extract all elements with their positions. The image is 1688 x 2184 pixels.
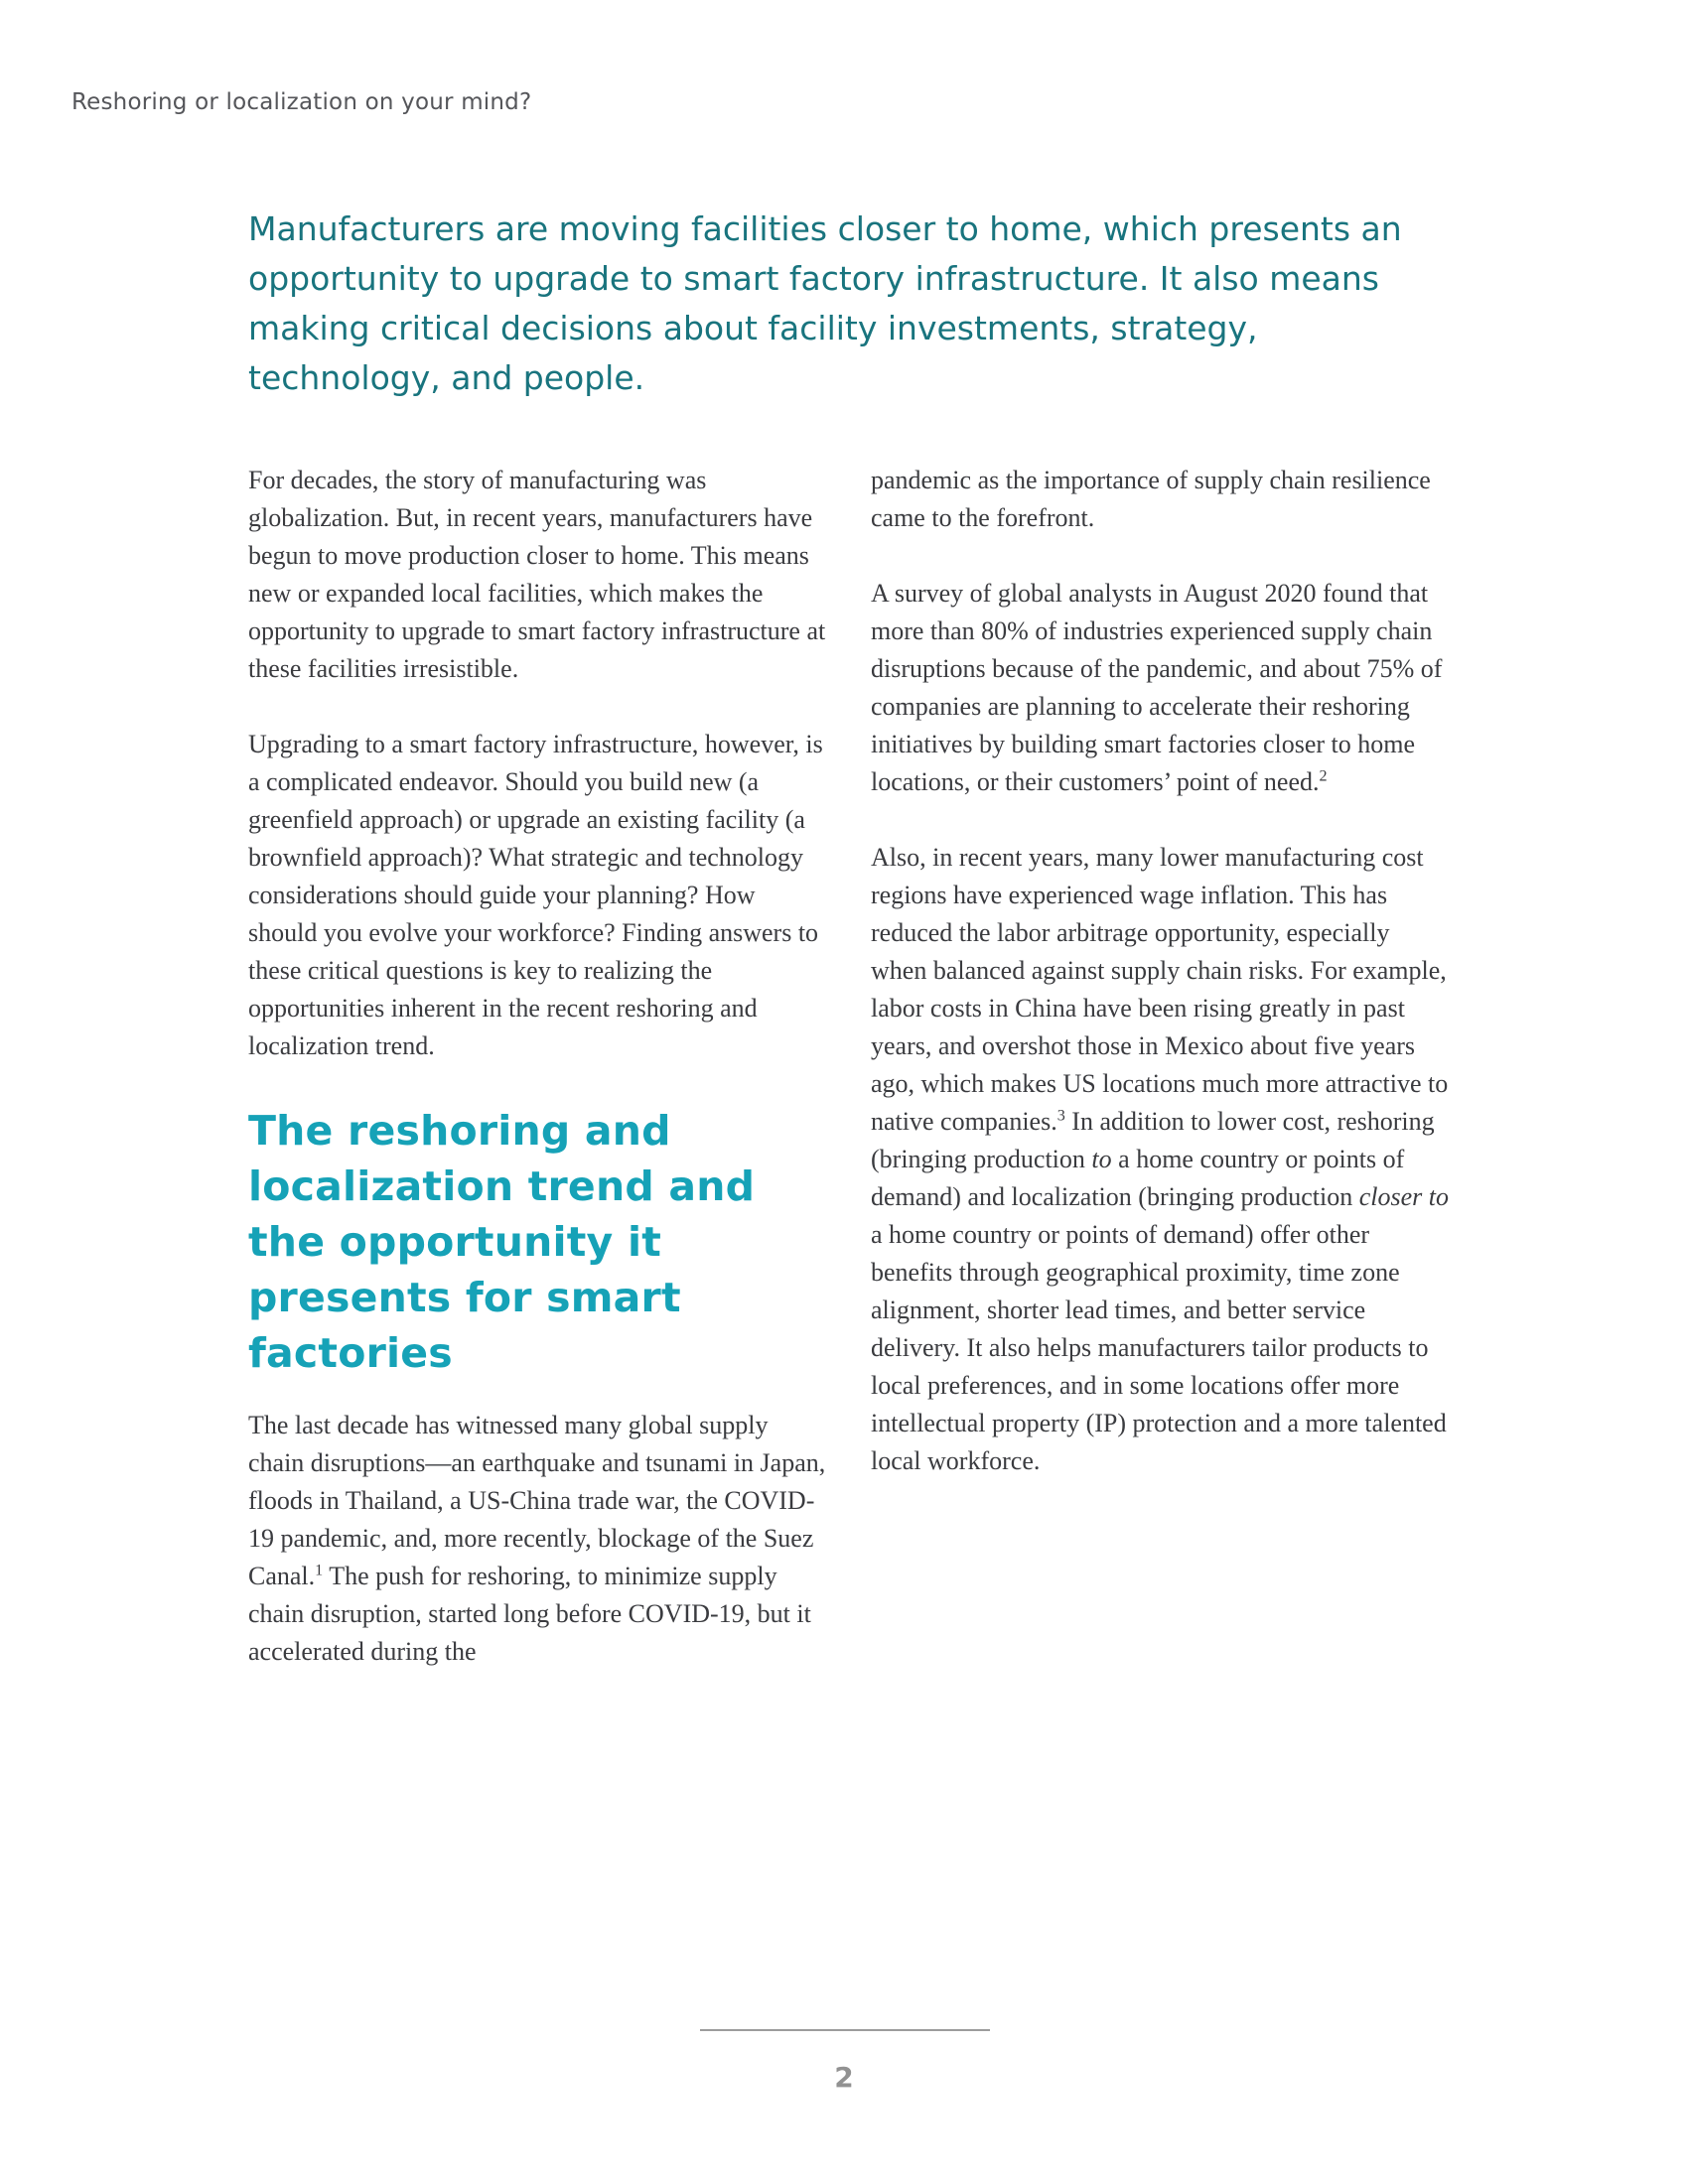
paragraph-left-2: Upgrading to a smart factory infrastructure, however, is a complicated endeavor. Should you build new (a greenfield approach) or upgrade an existing facility (a brownfield approach)? What strategic and technology considerations should guide your planning? How should you evolve your workforce? Finding answers to these critical questions is key to realizing the opportunities inherent in the recent reshoring and localization trend. <box>248 730 823 1060</box>
paragraph-right-3: Also, in recent years, many lower manufacturing cost regions have experienced wage inflation. This has reduced the labor arbitrage opportunity, especially when balanced against supply chain risks. For example, labor costs in China have been rising greatly in past years, and overshot those in Mexico about five years ago, which makes US locations much more attractive to native companies.$^3$ In addition to lower cost, reshoring (bringing production to a home country or points of demand) and localization (bringing production closer to a home country or points of demand) offer other benefits through geographical proximity, time zone alignment, shorter lead times, and better service delivery. It also helps manufacturers tailor products to local preferences, and in some locations offer more intellectual property (IP) protection and a more talented local workforce. <box>871 843 1449 1475</box>
paragraph-right-2: A survey of global analysts in August 2020 found that more than 80% of industries experienced supply chain disruptions because of the pandemic, and about 75% of companies are planning to accelerate their reshoring initiatives by building smart factories closer to home locations, or their customers’ point of need.$^2$ <box>871 579 1443 796</box>
section-heading: The reshoring and localization trend and the opportunity it presents for smart factories <box>248 1107 756 1377</box>
paragraph-left-3: The last decade has witnessed many global supply chain disruptions—an earthquake and tsunami in Japan, floods in Thailand, a US-China trade war, the COVID-19 pandemic, and, more recently, blockage of the Suez Canal.$^1$ The push for reshoring, to minimize supply chain disruption, started long before COVID-19, but it accelerated during the <box>248 1411 826 1666</box>
left-column <box>248 462 829 1708</box>
page-number: 2 <box>834 2061 854 2094</box>
paragraph-left-1: For decades, the story of manufacturing was globalization. But, in recent years, manufacturers have begun to move production closer to home. This means new or expanded local facilities, which makes the opportunity to upgrade to smart factory infrastructure at these facilities irresistible. <box>248 466 826 683</box>
footer-divider <box>700 2029 990 2031</box>
right-column <box>871 462 1452 1708</box>
paragraph-right-1: pandemic as the importance of supply chain resilience came to the forefront. <box>871 466 1431 532</box>
body-columns <box>248 462 1452 1708</box>
running-header: Reshoring or localization on your mind? <box>71 89 532 115</box>
intro-statement: Manufacturers are moving facilities closer to home, which presents an opportunity to upgrade to smart factory infrastructure. It also means making critical decisions about facility investments, strategy, technology, and people. <box>248 209 1402 397</box>
